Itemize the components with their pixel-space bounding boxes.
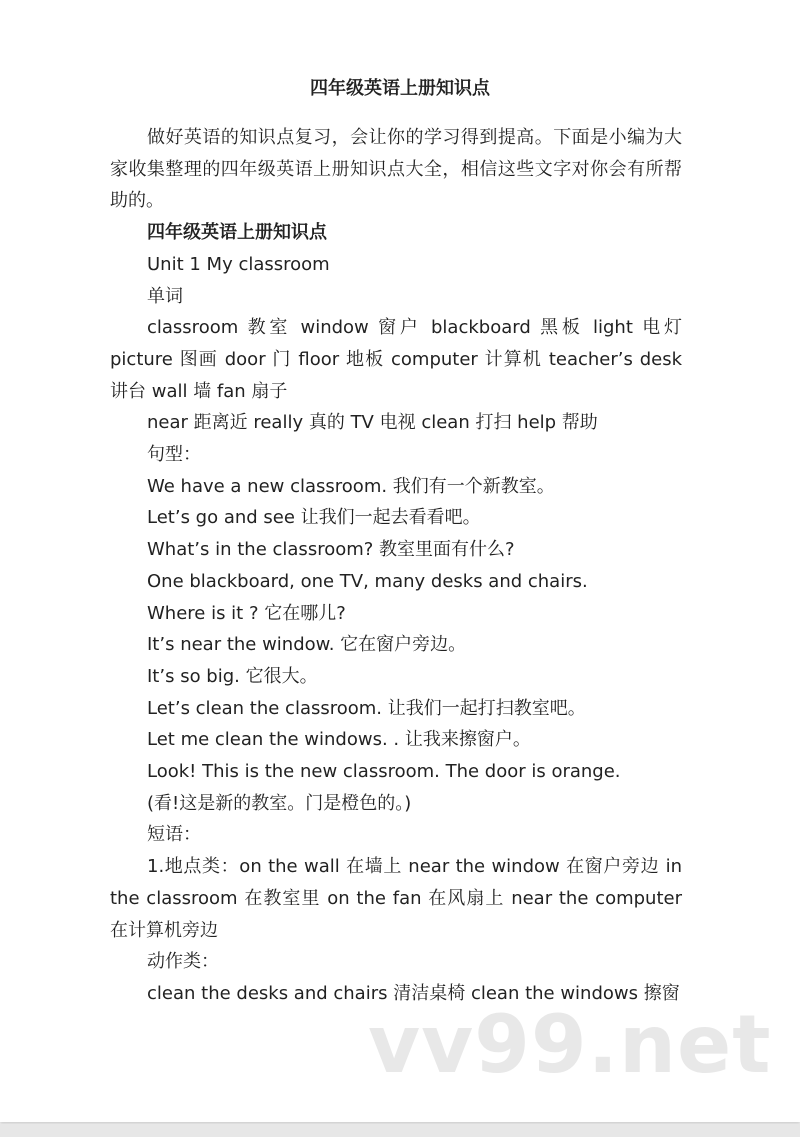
- action-heading: 动作类：: [147, 951, 219, 973]
- sentence-line: Look! This is the new classroom. The door is orange.: [147, 761, 621, 783]
- vocab-heading: 单词: [147, 285, 183, 307]
- sentence-line: It’s near the window. 它在窗户旁边。: [147, 634, 467, 656]
- sentence-line: Let me clean the windows. . 让我来擦窗户。: [147, 729, 531, 751]
- sentence-line: Let’s go and see 让我们一起去看看吧。: [147, 507, 481, 529]
- sentence-line: We have a new classroom. 我们有一个新教室。: [147, 475, 555, 497]
- vocab-paragraph: classroom 教室 window 窗户 blackboard 黑板 light 电灯 picture 图画 door 门 floor 地板 computer 计算机 teacher’s desk 讲台 wall 墙 fan 扇子: [110, 317, 682, 402]
- sentence-line: What’s in the classroom? 教室里面有什么?: [147, 539, 515, 561]
- action-line: clean the desks and chairs 清洁桌椅 clean the windows 擦窗: [147, 982, 680, 1004]
- phrase-location-paragraph: 1.地点类：on the wall 在墙上 near the window 在窗户旁边 in the classroom 在教室里 on the fan 在风扇上 near the computer 在计算机旁边: [110, 856, 682, 941]
- sentence-line: Let’s clean the classroom. 让我们一起打扫教室吧。: [147, 697, 586, 719]
- sentence-line: It’s so big. 它很大。: [147, 665, 318, 687]
- vocab-line-2: near 距离近 really 真的 TV 电视 clean 打扫 help 帮助: [147, 412, 598, 434]
- sentence-line: (看!这是新的教室。门是橙色的。): [147, 792, 412, 814]
- intro-paragraph: 做好英语的知识点复习，会让你的学习得到提高。下面是小编为大家收集整理的四年级英语上册知识点大全，相信这些文字对你会有所帮助的。: [110, 127, 682, 212]
- phrase-heading: 短语：: [147, 824, 201, 846]
- document-title: 四年级英语上册知识点: [310, 78, 490, 99]
- sentence-heading: 句型：: [147, 444, 201, 466]
- page-bottom-edge: [0, 1124, 800, 1137]
- document-body: [110, 122, 682, 1010]
- sentence-line: One blackboard, one TV, many desks and chairs.: [147, 570, 588, 592]
- unit-heading: Unit 1 My classroom: [147, 253, 330, 275]
- section-subtitle: 四年级英语上册知识点: [147, 222, 327, 244]
- watermark-text: vv99.net: [368, 998, 772, 1091]
- sentence-line: Where is it ? 它在哪儿?: [147, 602, 346, 624]
